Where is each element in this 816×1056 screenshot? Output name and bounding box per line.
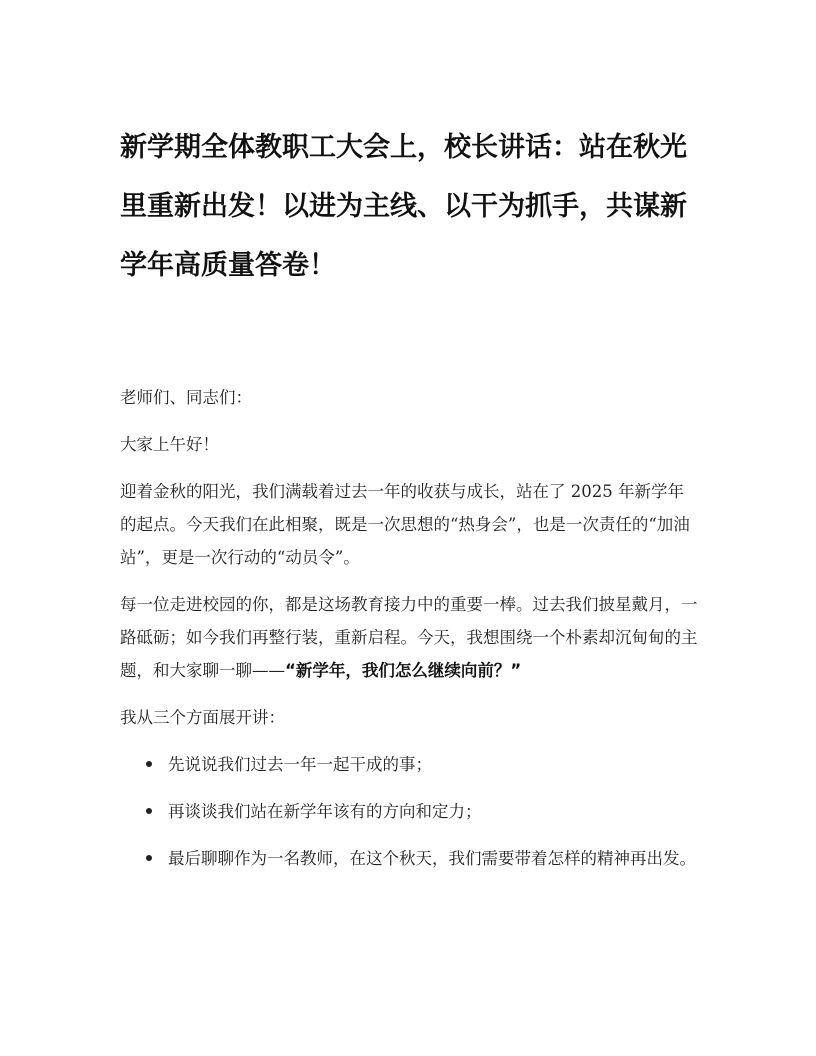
outline-intro: 我从三个方面展开讲： [120,708,285,727]
outline-list [120,748,700,875]
salutation: 老师们、同志们： [120,388,252,407]
document-page [120,118,700,889]
paragraph-1: 迎着金秋的阳光，我们满载着过去一年的收获与成长，站在了 2025 年新学年的起点。今天我们在此相聚，既是一次思想的“热身会”，也是一次责任的“加油站”，更是一次行动的“动员令”。 [120,482,690,567]
list-item [120,795,700,828]
document-body [120,381,700,875]
bullet-icon [146,855,152,861]
greeting: 大家上午好！ [120,435,219,454]
paragraph-2-emphasis: “新学年，我们怎么继续向前？” [285,661,522,680]
list-item-text: 先说说我们过去一年一起干成的事； [168,755,432,774]
list-item [120,748,700,781]
document-title: 新学期全体教职工大会上，校长讲话：站在秋光里重新出发！以进为主线、以干为抓手，共谋新学年高质量答卷！ [120,132,687,281]
list-item-text: 再谈谈我们站在新学年该有的方向和定力； [168,802,482,821]
bullet-icon [146,761,152,767]
paragraph-2-text: 每一位走进校园的你，都是这场教育接力中的重要一棒。过去我们披星戴月，一路砥砺；如今我们再整行装，重新启程。今天，我想围绕一个朴素却沉甸甸的主题，和大家聊一聊—— [120,595,698,680]
paragraph-2 [120,588,700,687]
list-item-text: 最后聊聊作为一名教师，在这个秋天，我们需要带着怎样的精神再出发。 [168,849,696,868]
bullet-icon [146,808,152,814]
list-item [120,842,700,875]
